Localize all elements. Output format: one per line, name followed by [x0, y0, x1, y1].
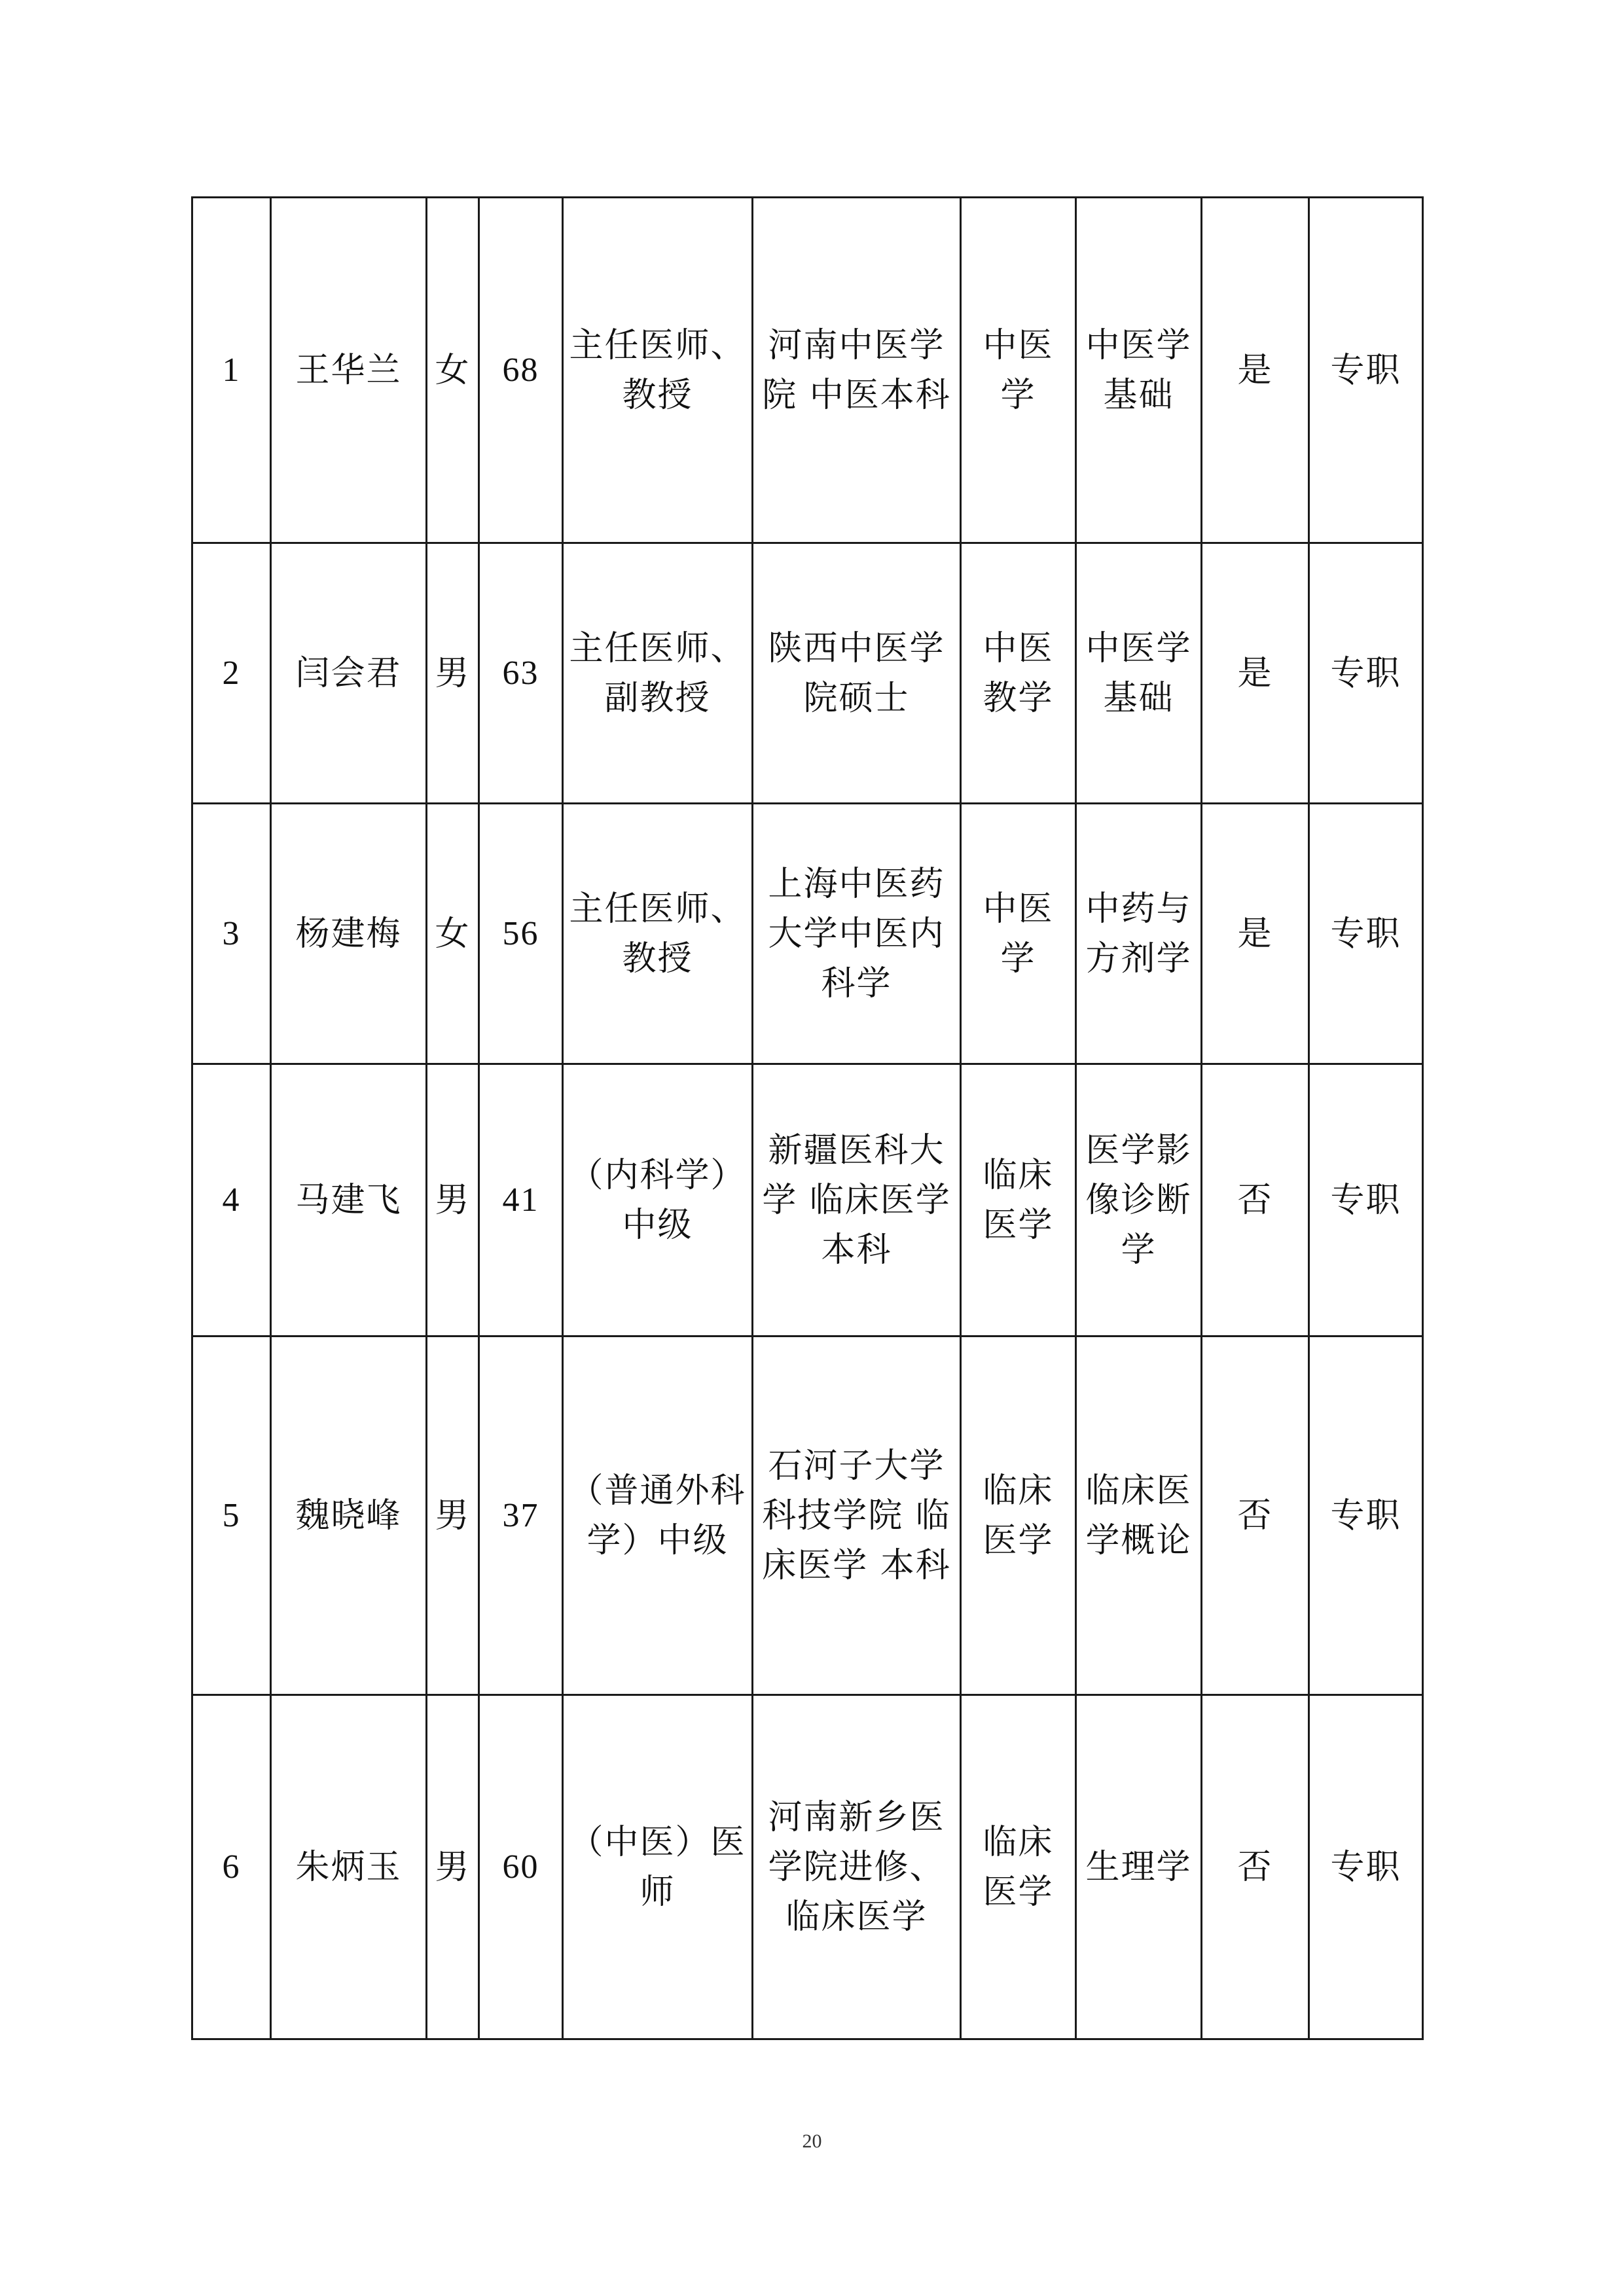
age-cell: 41 [479, 1064, 563, 1336]
age-cell: 68 [479, 198, 563, 543]
professional-title-cell: 主任医师、副教授 [563, 543, 753, 804]
professional-title-cell: （普通外科学）中级 [563, 1336, 753, 1695]
table-body [192, 198, 1423, 2039]
row-number-cell: 1 [192, 198, 271, 543]
course-taught-cell: 中药与方剂学 [1076, 804, 1202, 1064]
education-cell: 石河子大学科技学院 临床医学 本科 [753, 1336, 961, 1695]
qualification-flag-cell: 否 [1202, 1695, 1309, 2039]
table-row [192, 198, 1423, 543]
gender-cell: 男 [427, 1064, 479, 1336]
major-cell: 临床医学 [961, 1336, 1076, 1695]
table-row [192, 1336, 1423, 1695]
row-number-cell: 3 [192, 804, 271, 1064]
teacher-name-cell: 闫会君 [271, 543, 427, 804]
age-cell: 37 [479, 1336, 563, 1695]
education-cell: 河南新乡医学院进修、临床医学 [753, 1695, 961, 2039]
gender-cell: 男 [427, 1336, 479, 1695]
row-number-cell: 2 [192, 543, 271, 804]
qualification-flag-cell: 是 [1202, 198, 1309, 543]
major-cell: 中医学 [961, 804, 1076, 1064]
qualification-flag-cell: 是 [1202, 543, 1309, 804]
education-cell: 河南中医学院 中医本科 [753, 198, 961, 543]
education-cell: 上海中医药大学中医内科学 [753, 804, 961, 1064]
course-taught-cell: 中医学基础 [1076, 543, 1202, 804]
age-cell: 56 [479, 804, 563, 1064]
qualification-flag-cell: 否 [1202, 1064, 1309, 1336]
teacher-name-cell: 王华兰 [271, 198, 427, 543]
employment-type-cell: 专职 [1309, 543, 1423, 804]
age-cell: 60 [479, 1695, 563, 2039]
teacher-name-cell: 魏晓峰 [271, 1336, 427, 1695]
page-number: 20 [802, 2130, 822, 2152]
professional-title-cell: 主任医师、教授 [563, 804, 753, 1064]
gender-cell: 女 [427, 198, 479, 543]
gender-cell: 男 [427, 1695, 479, 2039]
professional-title-cell: 主任医师、教授 [563, 198, 753, 543]
teacher-name-cell: 朱炳玉 [271, 1695, 427, 2039]
course-taught-cell: 中医学基础 [1076, 198, 1202, 543]
course-taught-cell: 生理学 [1076, 1695, 1202, 2039]
professional-title-cell: （中医）医师 [563, 1695, 753, 2039]
course-taught-cell: 医学影像诊断学 [1076, 1064, 1202, 1336]
employment-type-cell: 专职 [1309, 198, 1423, 543]
row-number-cell: 5 [192, 1336, 271, 1695]
education-cell: 陕西中医学院硕士 [753, 543, 961, 804]
professional-title-cell: （内科学）中级 [563, 1064, 753, 1336]
table-row [192, 1695, 1423, 2039]
employment-type-cell: 专职 [1309, 804, 1423, 1064]
teacher-name-cell: 杨建梅 [271, 804, 427, 1064]
table-row [192, 804, 1423, 1064]
row-number-cell: 6 [192, 1695, 271, 2039]
employment-type-cell: 专职 [1309, 1695, 1423, 2039]
staff-table [191, 196, 1424, 2040]
gender-cell: 男 [427, 543, 479, 804]
major-cell: 临床医学 [961, 1695, 1076, 2039]
education-cell: 新疆医科大学 临床医学 本科 [753, 1064, 961, 1336]
major-cell: 中医教学 [961, 543, 1076, 804]
qualification-flag-cell: 否 [1202, 1336, 1309, 1695]
employment-type-cell: 专职 [1309, 1336, 1423, 1695]
gender-cell: 女 [427, 804, 479, 1064]
table-row [192, 543, 1423, 804]
table-row [192, 1064, 1423, 1336]
qualification-flag-cell: 是 [1202, 804, 1309, 1064]
major-cell: 中医学 [961, 198, 1076, 543]
course-taught-cell: 临床医学概论 [1076, 1336, 1202, 1695]
teacher-name-cell: 马建飞 [271, 1064, 427, 1336]
row-number-cell: 4 [192, 1064, 271, 1336]
major-cell: 临床医学 [961, 1064, 1076, 1336]
age-cell: 63 [479, 543, 563, 804]
employment-type-cell: 专职 [1309, 1064, 1423, 1336]
